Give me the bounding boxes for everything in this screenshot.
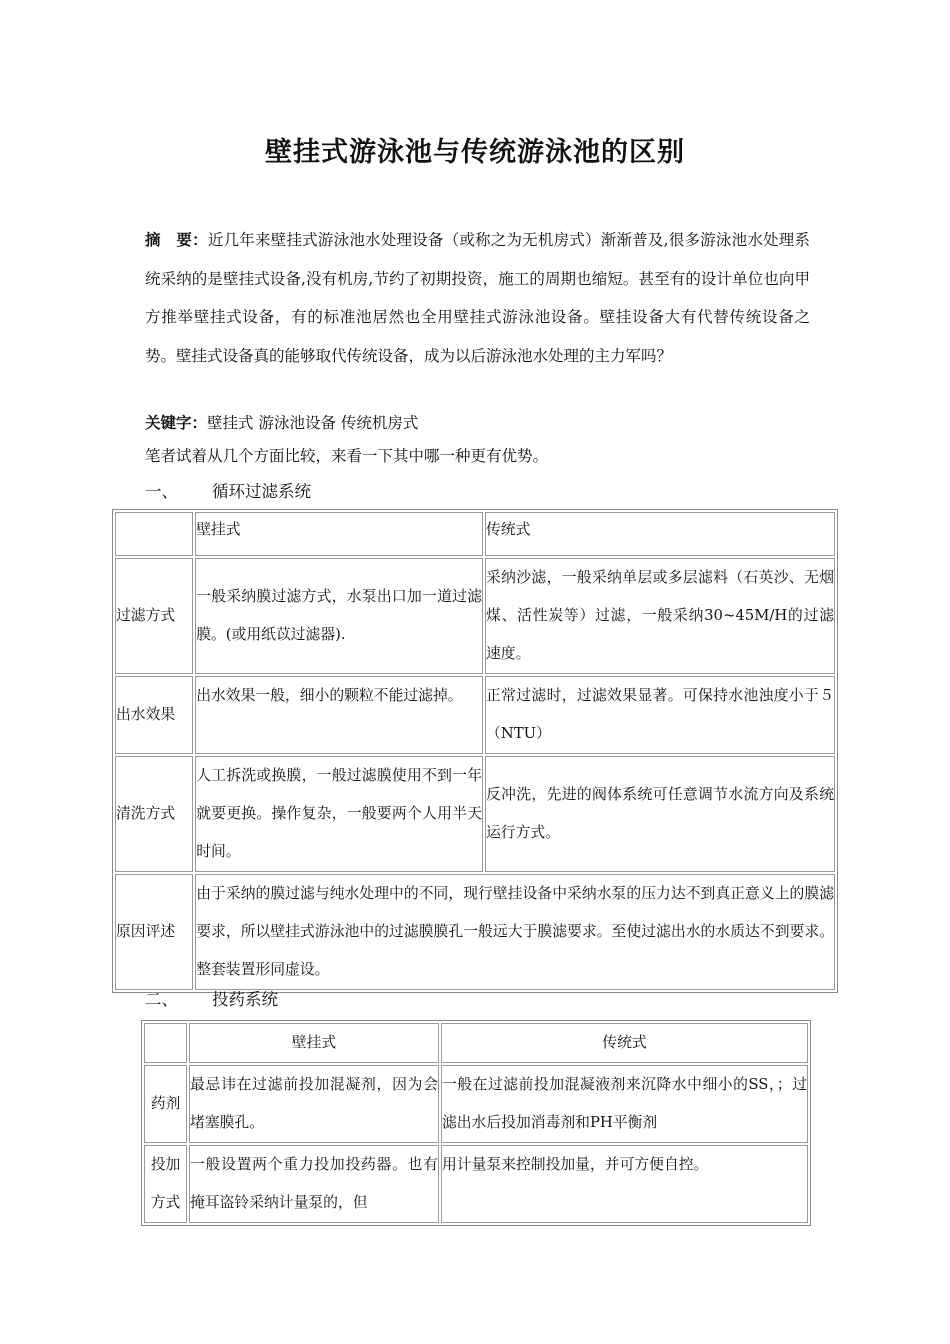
row-label: 清洗方式 bbox=[115, 756, 193, 872]
section-title: 投药系统 bbox=[212, 990, 278, 1009]
header-cell-wall: 壁挂式 bbox=[195, 512, 483, 556]
filtration-comparison-table bbox=[112, 509, 838, 993]
section-title: 循环过滤系统 bbox=[212, 482, 311, 501]
intro-paragraph: 笔者试着从几个方面比较，来看一下其中哪一种更有优势。 bbox=[145, 447, 549, 465]
table-row bbox=[144, 1145, 808, 1223]
traditional-cell: 用计量泵来控制投加量，并可方便自控。 bbox=[441, 1145, 808, 1223]
section-heading-2 bbox=[145, 986, 278, 1014]
reason-cell: 由于采纳的膜过滤与纯水处理中的不同，现行壁挂设备中采纳水泵的压力达不到真正意义上的膜滤要求，所以壁挂式游泳池中的过滤膜膜孔一般远大于膜滤要求。至使过滤出水的水质达不到要求。整套装置形同虚设。 bbox=[195, 874, 835, 990]
header-cell-empty bbox=[115, 512, 193, 556]
traditional-cell: 采纳沙滤，一般采纳单层或多层滤料（石英沙、无烟煤、活性炭等）过滤，一般采纳30~45M/H的过滤速度。 bbox=[485, 558, 835, 674]
abstract-label: 摘 要： bbox=[145, 231, 208, 249]
row-label: 出水效果 bbox=[115, 676, 193, 754]
abstract-text: 近几年来壁挂式游泳池水处理设备（或称之为无机房式）渐渐普及,很多游泳池水处理系统采纳的是壁挂式设备,没有机房,节约了初期投资，施工的周期也缩短。甚至有的设计单位也向甲方推举壁挂式设备，有的标准池居然也全用壁挂式游泳池设备。壁挂设备大有代替传统设备之势。壁挂式设备真的能够取代传统设备，成为以后游泳池水处理的主力军吗？ bbox=[145, 231, 810, 365]
wall-cell: 最忌讳在过滤前投加混凝剂，因为会堵塞膜孔。 bbox=[189, 1065, 439, 1143]
wall-cell: 人工拆洗或换膜，一般过滤膜使用不到一年就要更换。操作复杂，一般要两个人用半天时间。 bbox=[195, 756, 483, 872]
table-header-row bbox=[144, 1023, 808, 1063]
row-label: 过滤方式 bbox=[115, 558, 193, 674]
header-cell-traditional: 传统式 bbox=[441, 1023, 808, 1063]
keywords-label: 关键字： bbox=[145, 414, 208, 432]
header-cell-wall: 壁挂式 bbox=[189, 1023, 439, 1063]
row-label: 投加方式 bbox=[144, 1145, 187, 1223]
header-cell-traditional: 传统式 bbox=[485, 512, 835, 556]
table-row bbox=[144, 1065, 808, 1143]
table-row bbox=[115, 874, 835, 990]
table-row bbox=[115, 756, 835, 872]
table-header-row bbox=[115, 512, 835, 556]
section-heading-1 bbox=[145, 478, 311, 506]
wall-cell: 出水效果一般，细小的颗粒不能过滤掉。 bbox=[195, 676, 483, 754]
wall-cell: 一般采纳膜过滤方式，水泵出口加一道过滤膜。(或用纸苡过滤器). bbox=[195, 558, 483, 674]
row-label: 原因评述 bbox=[115, 874, 193, 990]
document-title: 壁挂式游泳池与传统游泳池的区别 bbox=[265, 137, 685, 168]
traditional-cell: 一般在过滤前投加混凝液剂来沉降水中细小的SS，；过滤出水后投加消毒剂和PH平衡剂 bbox=[441, 1065, 808, 1143]
table-row bbox=[115, 676, 835, 754]
traditional-cell: 反冲洗，先进的阀体系统可任意调节水流方向及系统运行方式。 bbox=[485, 756, 835, 872]
header-cell-empty bbox=[144, 1023, 187, 1063]
abstract-paragraph bbox=[145, 221, 810, 375]
section-number: 一、 bbox=[145, 482, 178, 501]
wall-cell: 一般设置两个重力投加投药器。也有掩耳盗铃采纳计量泵的，但 bbox=[189, 1145, 439, 1223]
section-number: 二、 bbox=[145, 990, 178, 1009]
table-row bbox=[115, 558, 835, 674]
keywords-text: 壁挂式 游泳池设备 传统机房式 bbox=[207, 414, 419, 432]
dosing-comparison-table bbox=[141, 1020, 811, 1226]
keywords-line bbox=[145, 409, 418, 437]
traditional-cell: 正常过滤时，过滤效果显著。可保持水池浊度小于５（NTU） bbox=[485, 676, 835, 754]
row-label: 药剂 bbox=[144, 1065, 187, 1143]
